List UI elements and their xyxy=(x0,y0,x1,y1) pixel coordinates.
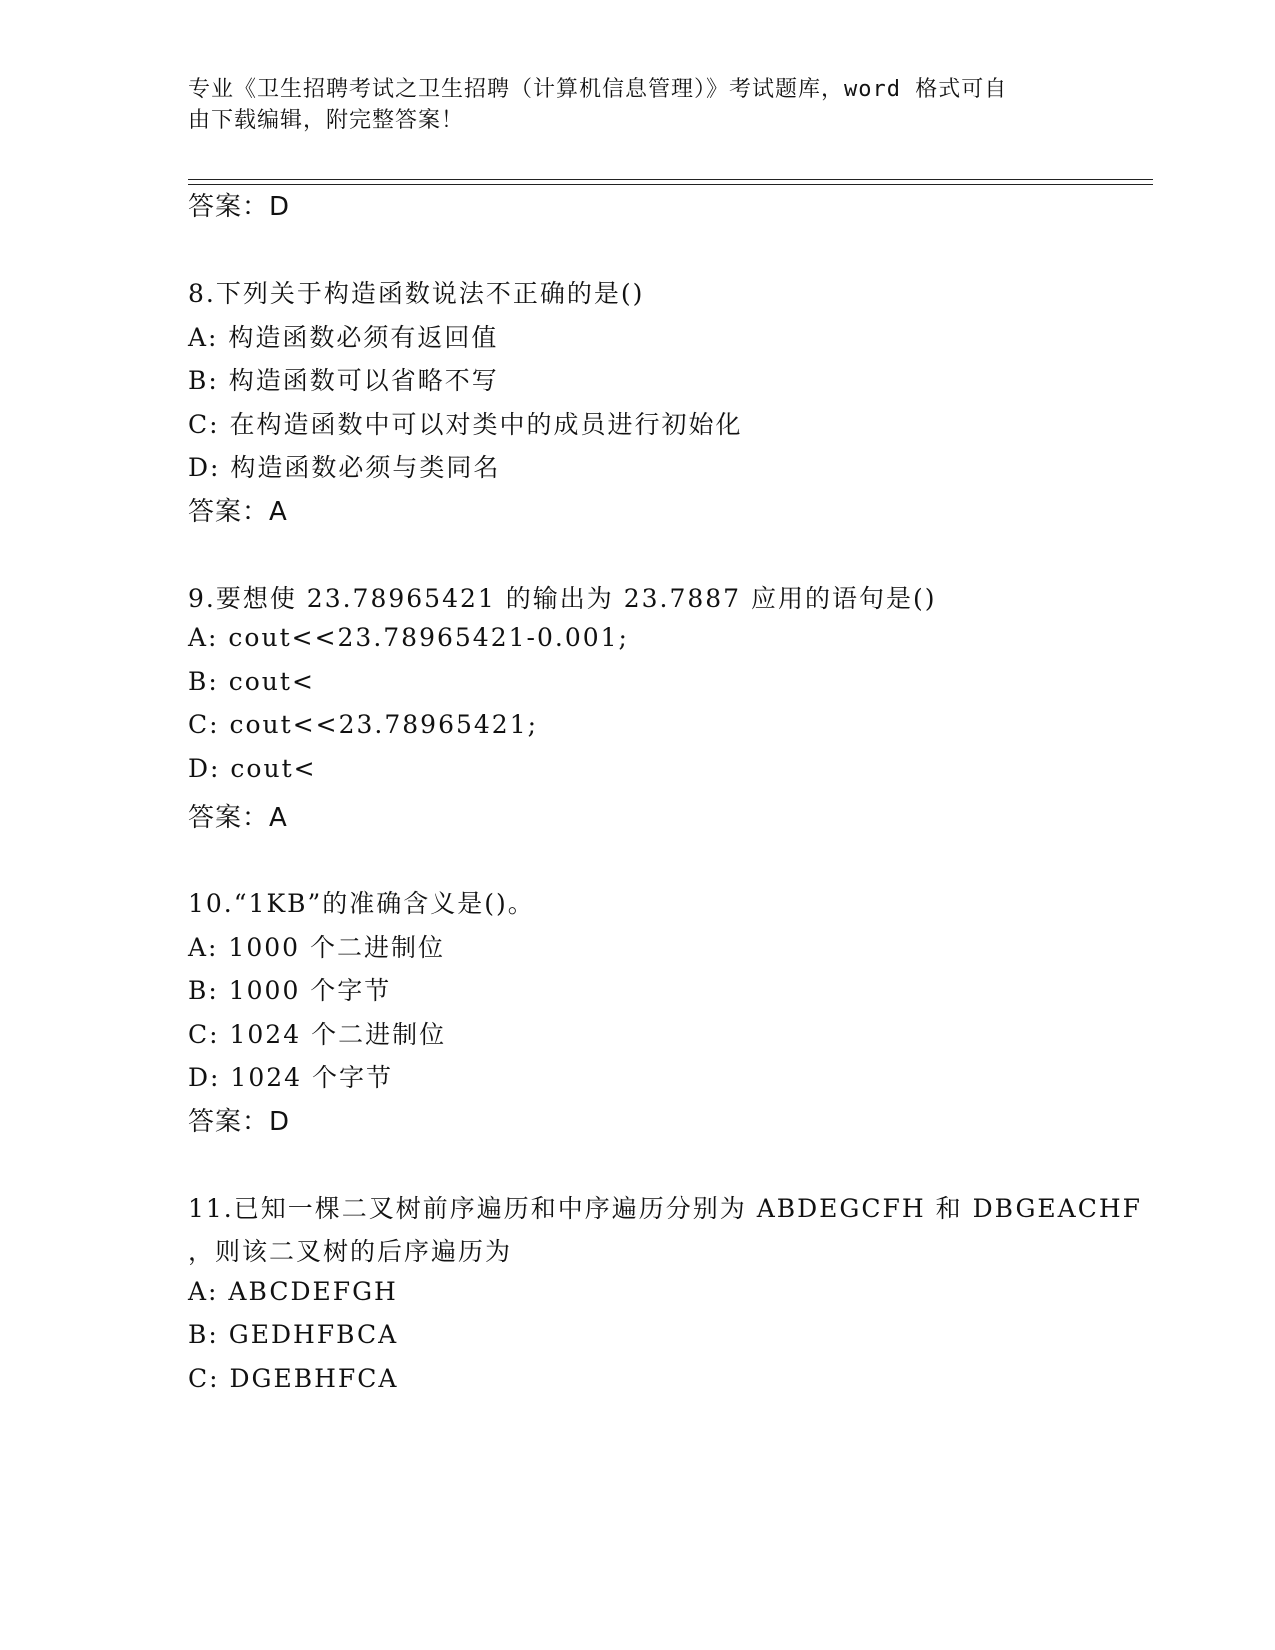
header-divider-top xyxy=(188,179,1153,180)
question-9-option-d: D: cout< xyxy=(188,754,317,783)
question-11-option-c: C: DGEBHFCA xyxy=(188,1364,399,1393)
question-8-stem: 8.下列关于构造函数说法不正确的是() xyxy=(188,279,645,308)
question-9-option-c: C: cout<<23.78965421; xyxy=(188,710,539,739)
question-9-option-b: B: cout< xyxy=(188,667,315,696)
header-line-2: 由下载编辑，附完整答案！ xyxy=(188,108,465,133)
question-8-option-a: A: 构造函数必须有返回值 xyxy=(188,323,499,352)
question-9-answer: 答案：A xyxy=(188,803,288,833)
question-10-option-a: A: 1000 个二进制位 xyxy=(188,933,445,962)
question-8-option-b: B: 构造函数可以省略不写 xyxy=(188,366,499,395)
question-10-answer: 答案：D xyxy=(188,1107,291,1137)
question-11-stem-line-2: ，则该二叉树的后序遍历为 xyxy=(188,1237,513,1266)
answer-prev: 答案：D xyxy=(188,192,291,222)
document-header xyxy=(188,74,1068,136)
question-8-answer: 答案：A xyxy=(188,497,288,527)
question-10-option-d: D: 1024 个字节 xyxy=(188,1063,393,1092)
header-line-1: 专业《卫生招聘考试之卫生招聘（计算机信息管理）》考试题库，word 格式可自 xyxy=(188,77,1008,102)
question-11-option-b: B: GEDHFBCA xyxy=(188,1320,399,1349)
question-10-stem: 10.“1KB”的准确含义是()。 xyxy=(188,889,535,918)
question-8-option-d: D: 构造函数必须与类同名 xyxy=(188,453,501,482)
question-9-option-a: A: cout<<23.78965421-0.001; xyxy=(188,623,629,652)
question-8-option-c: C: 在构造函数中可以对类中的成员进行初始化 xyxy=(188,410,743,439)
question-10-option-b: B: 1000 个字节 xyxy=(188,976,392,1005)
header-divider-bottom xyxy=(188,184,1153,185)
question-9-stem: 9.要想使 23.78965421 的输出为 23.7887 应用的语句是() xyxy=(188,584,937,613)
question-11-stem-line-1: 11.已知一棵二叉树前序遍历和中序遍历分别为 ABDEGCFH 和 DBGEACHF xyxy=(188,1194,1142,1223)
question-10-option-c: C: 1024 个二进制位 xyxy=(188,1020,447,1049)
question-11-option-a: A: ABCDEFGH xyxy=(188,1277,398,1306)
